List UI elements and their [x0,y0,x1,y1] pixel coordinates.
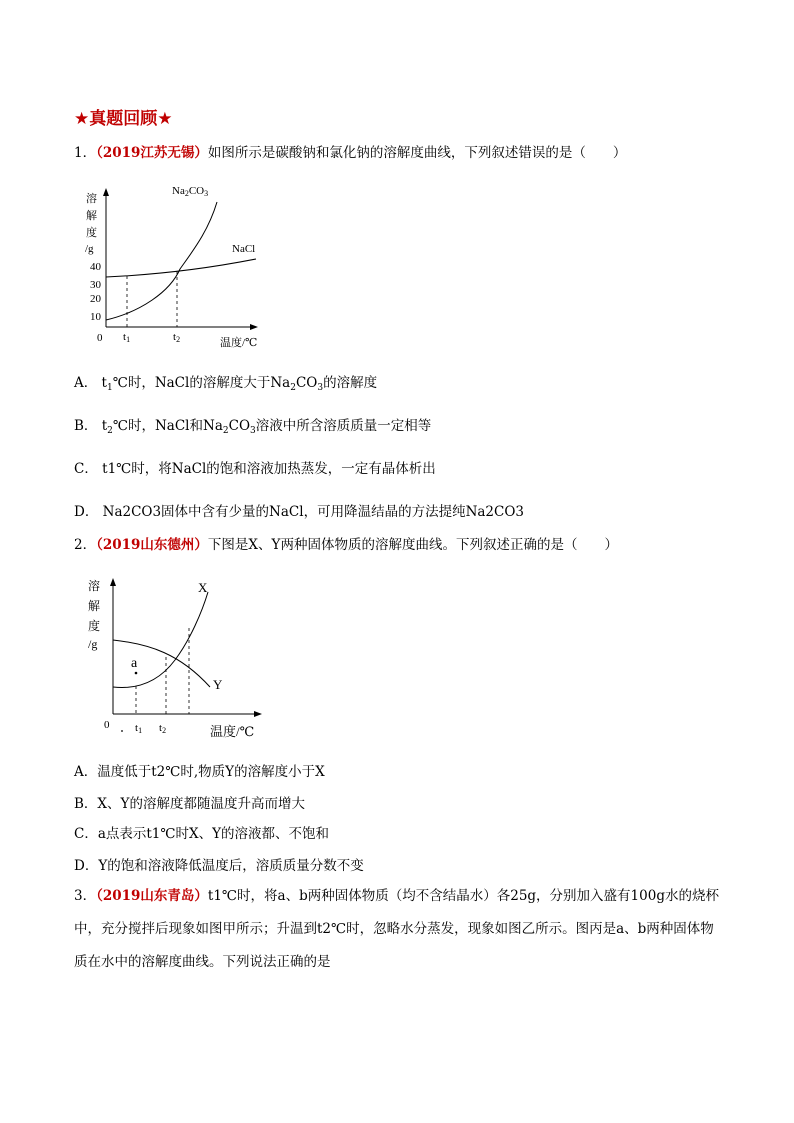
figure-1-solubility-chart [80,172,280,352]
question-2-source: （2019山东德州） [96,537,208,553]
question-3 [74,880,724,979]
fig2-xtick-t2: t2 [159,722,167,735]
fig1-xtick-t1: t1 [123,331,131,344]
fig2-x-curve [113,592,208,688]
fig2-xtick-t1: t1 [135,722,143,735]
fig2-label-y: Y [213,677,223,692]
q1-option-b: B． $t_2℃$时，NaCl和$Na_2CO_3$溶液中所含溶质质量一定相等 [74,418,432,436]
fig1-y-arrow [103,188,109,196]
fig1-ylabel-1: 溶 [86,193,97,205]
q1-option-c: C． t1℃时，将NaCl的饱和溶液加热蒸发，一定有晶体析出 [74,461,436,477]
fig2-dot [121,730,123,732]
fig1-ylabel-4: /g [85,243,94,255]
question-2 [74,535,618,555]
question-1 [74,143,626,163]
question-1-number: 1． [74,145,97,161]
q2-option-b: B．X、Y的溶解度都随温度升高而增大 [74,796,305,812]
question-2-stem: 下图是X、Y两种固体物质的溶解度曲线。下列叙述正确的是（ ） [207,537,618,553]
fig1-xlabel: 温度/℃ [220,337,258,349]
q2-option-a: A．温度低于t2℃时,物质Y的溶解度小于X [74,764,325,780]
fig2-point-label: a [131,656,138,671]
fig2-ylabel-2: 解 [88,599,101,613]
fig2-xlabel: 温度/℃ [210,724,255,739]
question-1-source: （2019江苏无锡） [96,145,208,161]
question-3-source: （2019山东青岛） [96,888,208,904]
fig2-x-arrow [254,711,262,717]
question-3-stem: t1℃时，将a、b两种固体物质（均不含结晶水）各25g，分别加入盛有100g水的烧杯中，充分搅拌后现象如图甲所示；升温到t2℃时，忽略水分蒸发，现象如图乙所示。图丙是a、b两种固体物质在水中的溶解度曲线。下列说法正确的是 [74,888,719,970]
fig1-ylabel-2: 解 [86,210,97,222]
fig2-ylabel-4: /g [88,637,98,651]
fig1-ytick-20: 20 [90,293,101,305]
fig1-origin: 0 [97,332,103,344]
fig1-ytick-40: 40 [90,261,101,273]
question-3-number: 3． [74,888,97,904]
fig1-xtick-t2: t2 [173,331,181,344]
fig1-na2co3-curve [106,202,217,320]
question-1-stem: 如图所示是碳酸钠和氯化钠的溶解度曲线，下列叙述错误的是（ ） [207,145,627,161]
q1-option-d: D． Na2CO3固体中含有少量的NaCl，可用降温结晶的方法提纯Na2CO3 [74,504,525,520]
fig1-ylabel-3: 度 [86,227,97,239]
fig1-label-nacl: NaCl [232,243,256,255]
figure-2-solubility-chart [80,572,280,744]
fig1-x-arrow [250,324,258,330]
fig2-origin: 0 [104,719,110,731]
q2-option-c: C．a点表示t1℃时X、Y的溶液都、不饱和 [74,826,330,842]
q2-option-d: D．Y的饱和溶液降低温度后，溶质质量分数不变 [74,858,364,874]
q1-option-a: A． $t_1℃$时，NaCl的溶解度大于$Na_2CO_3$的溶解度 [74,375,378,393]
fig2-y-arrow [110,578,116,586]
fig2-y-curve [113,640,210,687]
fig2-point-a [135,672,138,675]
fig2-ylabel-3: 度 [88,619,101,633]
question-2-number: 2． [74,537,97,553]
section-heading: ★真题回顾★ [74,109,173,129]
fig1-ytick-10: 10 [90,311,101,323]
fig2-ylabel-1: 溶 [88,579,101,593]
fig1-ytick-30: 30 [90,279,101,291]
fig2-label-x: X [198,580,208,595]
fig1-label-na2co3: Na2CO3 [172,185,209,198]
